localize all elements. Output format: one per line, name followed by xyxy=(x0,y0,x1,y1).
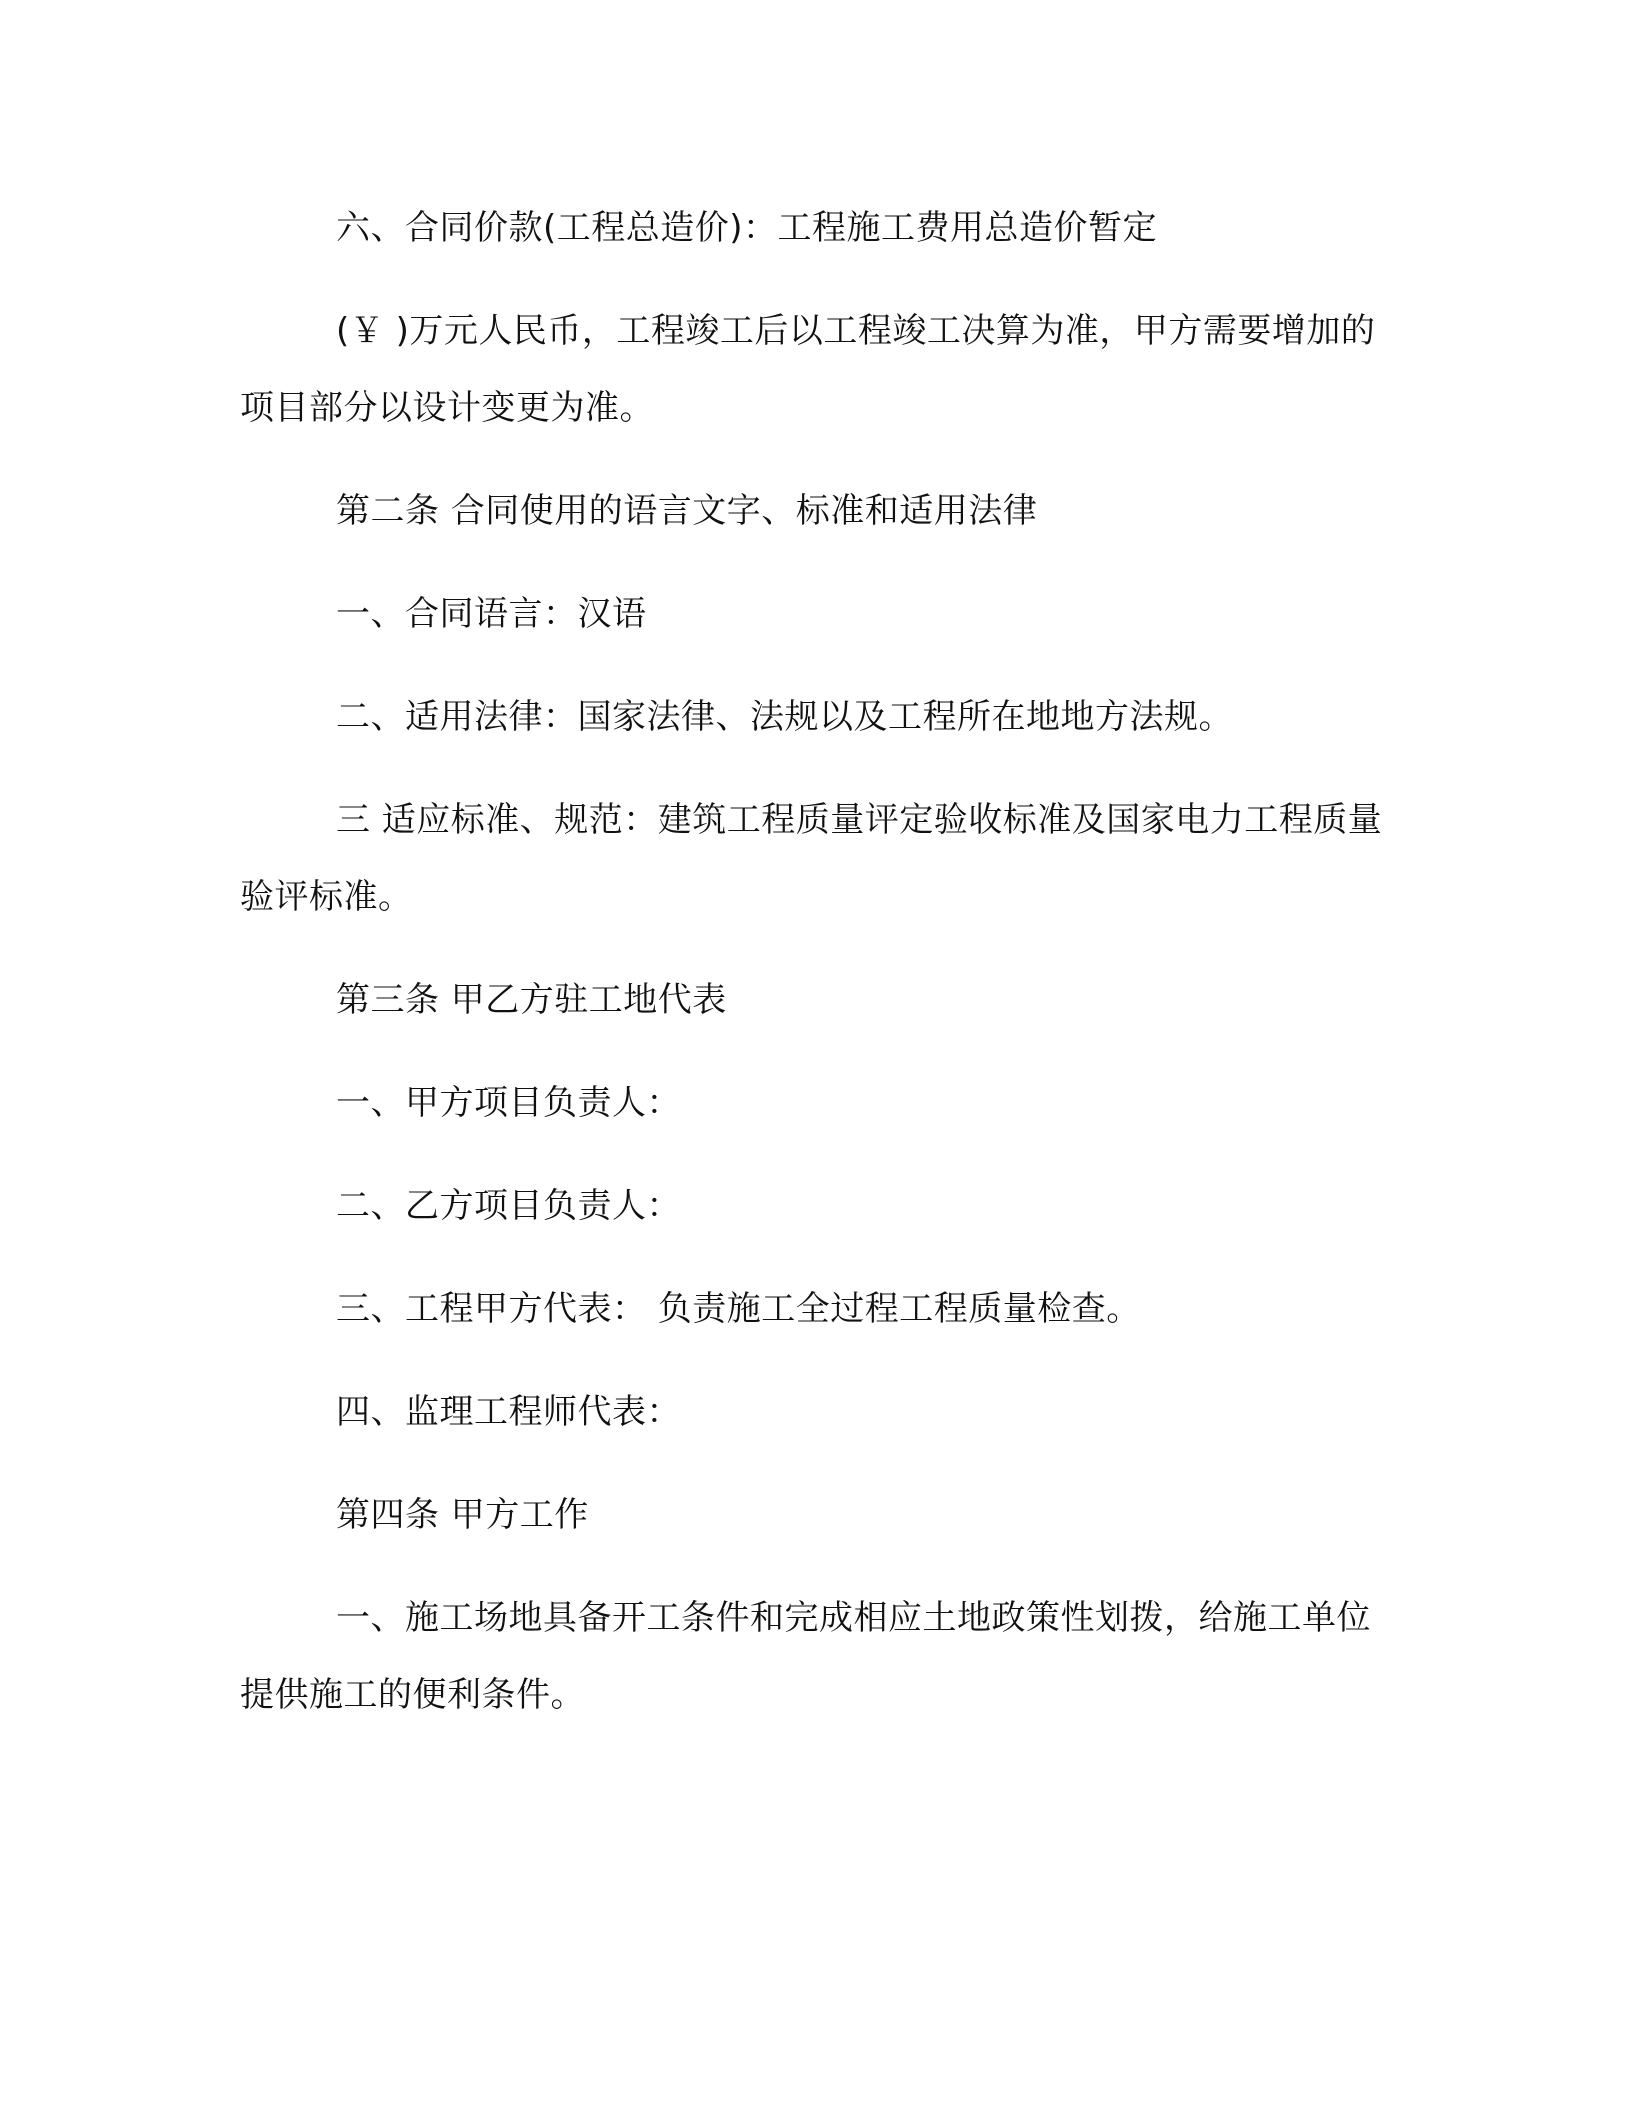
paragraph-supervisor: 四、监理工程师代表： xyxy=(336,1392,681,1432)
paragraph-language: 一、合同语言：汉语 xyxy=(336,594,647,634)
heading-article-4: 第四条 甲方工作 xyxy=(336,1495,589,1535)
paragraph-contract-price: 六、合同价款(工程总造价)：工程施工费用总造价暂定 xyxy=(336,208,1158,248)
paragraph-applicable-law: 二、适用法律：国家法律、法规以及工程所在地地方法规。 xyxy=(336,697,1233,737)
paragraph-party-a-manager: 一、甲方项目负责人： xyxy=(336,1083,681,1123)
paragraph-price-detail: (￥ )万元人民币，工程竣工后以工程竣工决算为准，甲方需要增加的项目部分以设计变更为准。 xyxy=(240,311,1376,428)
paragraph-party-b-manager: 二、乙方项目负责人： xyxy=(336,1186,681,1226)
paragraph-party-a-representative: 三、工程甲方代表： 负责施工全过程工程质量检查。 xyxy=(336,1289,1141,1329)
document-body xyxy=(240,190,1392,1760)
heading-article-3: 第三条 甲乙方驻工地代表 xyxy=(336,980,727,1020)
paragraph-standards: 三 适应标准、规范：建筑工程质量评定验收标准及国家电力工程质量验评标准。 xyxy=(240,800,1383,917)
paragraph-site-conditions: 一、施工场地具备开工条件和完成相应土地政策性划拨，给施工单位提供施工的便利条件。 xyxy=(240,1598,1371,1715)
heading-article-2: 第二条 合同使用的语言文字、标准和适用法律 xyxy=(336,491,1038,531)
